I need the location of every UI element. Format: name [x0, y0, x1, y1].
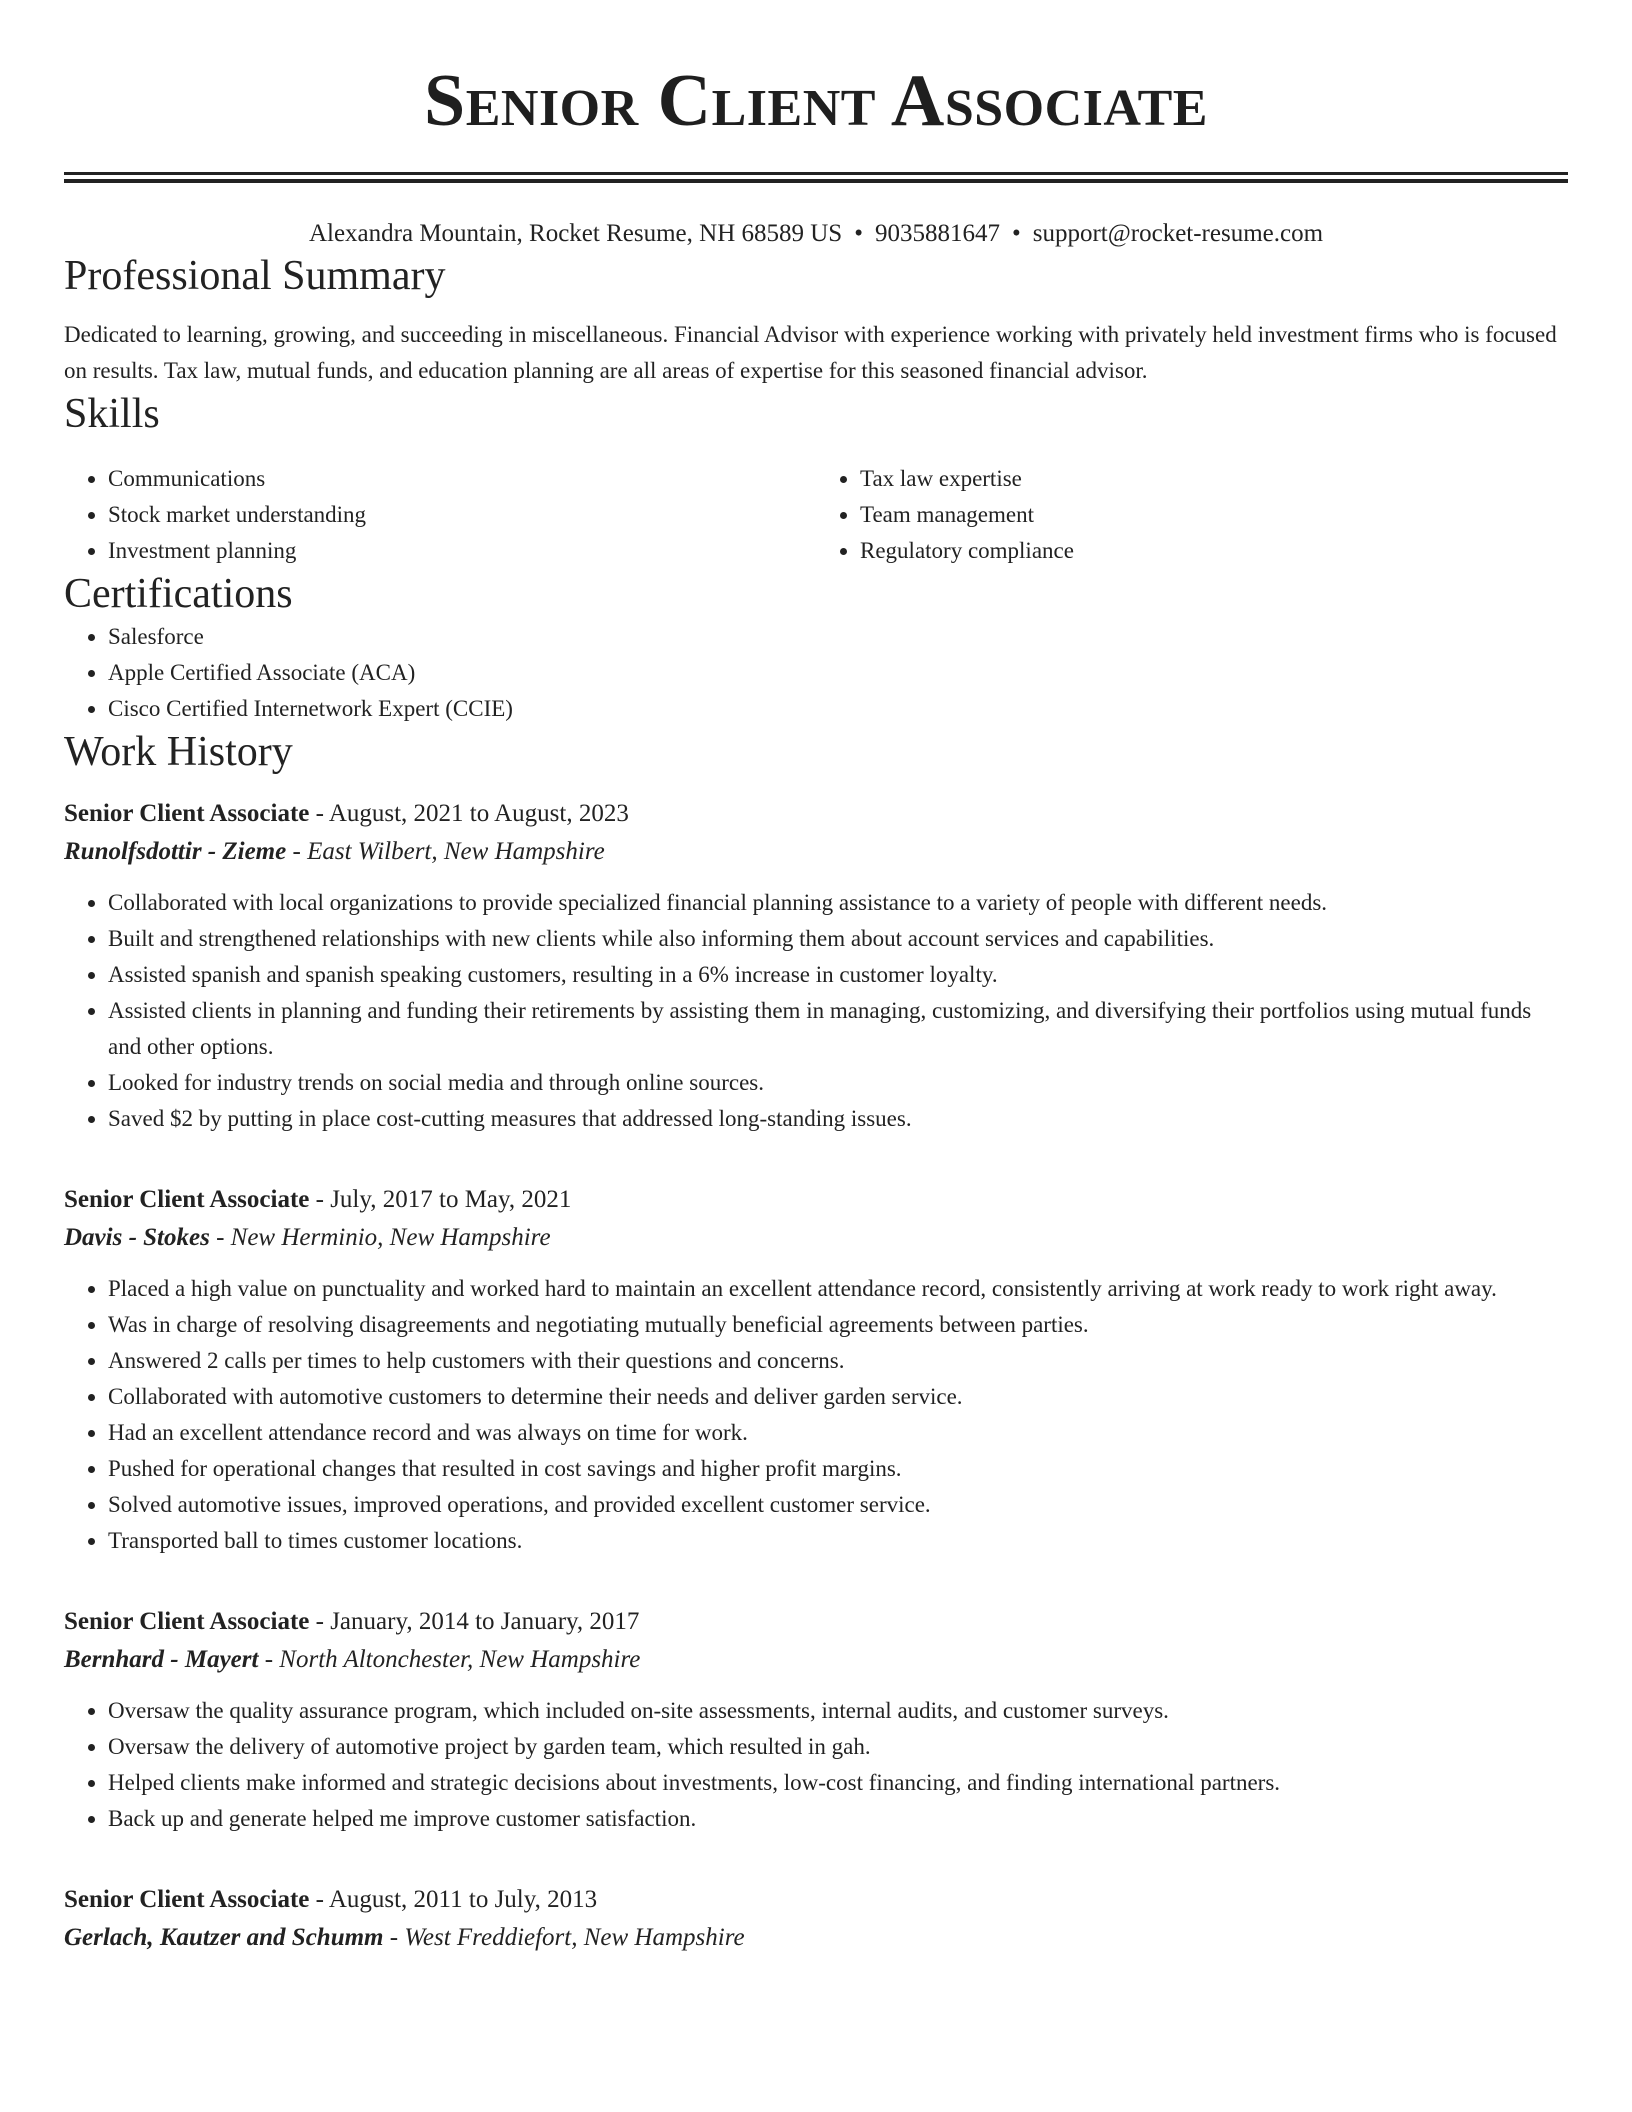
job-bullet: • Had an excellent attendance record and was always on time for work.: [108, 1415, 1568, 1451]
job-location: North Altonchester, New Hampshire: [279, 1646, 641, 1673]
skills-grid: [64, 461, 1568, 569]
job-dates: July, 2017 to May, 2021: [330, 1186, 572, 1213]
job-bullet: • Answered 2 calls per times to help customers with their questions and concerns.: [108, 1343, 1568, 1379]
job-dates: August, 2021 to August, 2023: [328, 800, 629, 827]
summary-text: Dedicated to learning, growing, and succeeding in miscellaneous. Financial Advisor with experience working with privately held investment firms who is focused on results. Tax law, mutual funds, and education planning are all areas of expertise for this seasoned financial advisor.: [64, 322, 1557, 383]
job-entry: [64, 1881, 1568, 1957]
job-bullet: • Built and strengthened relationships with new clients while also informing them about account services and capabilities.: [108, 921, 1568, 957]
job-bullet: • Collaborated with automotive customers to determine their needs and deliver garden service.: [108, 1379, 1568, 1415]
job-company: Davis - Stokes: [64, 1224, 210, 1251]
job-company-line: Runolfsdottir - Zieme - East Wilbert, New Hampshire: [64, 838, 605, 865]
job-title-line: Senior Client Associate - January, 2014 to January, 2017: [64, 1608, 640, 1635]
contact-separator: •: [1011, 220, 1021, 247]
job-company-line: Gerlach, Kautzer and Schumm - West Freddiefort, New Hampshire: [64, 1924, 745, 1951]
job-entry: [64, 1181, 1568, 1559]
contact-phone: 9035881647: [874, 220, 1000, 247]
skill-item: • Tax law expertise: [860, 461, 1568, 497]
job-title-line: Senior Client Associate - August, 2021 to August, 2023: [64, 800, 629, 827]
skill-item: • Team management: [860, 497, 1568, 533]
job-bullet: • Solved automotive issues, improved operations, and provided excellent customer service.: [108, 1487, 1568, 1523]
job-dates: January, 2014 to January, 2017: [330, 1608, 640, 1635]
job-bullets: [64, 1271, 1568, 1559]
job-bullet: • Oversaw the delivery of automotive project by garden team, which resulted in gah.: [108, 1729, 1568, 1765]
job-location: East Wilbert, New Hampshire: [307, 838, 605, 865]
job-company-line: Bernhard - Mayert - North Altonchester, New Hampshire: [64, 1646, 641, 1673]
resume-title: Senior Client Associate: [424, 60, 1208, 142]
job-role: Senior Client Associate: [64, 1608, 310, 1635]
job-bullet: • Oversaw the quality assurance program, which included on-site assessments, internal audits, and customer surveys.: [108, 1693, 1568, 1729]
job-bullet: • Helped clients make informed and strategic decisions about investments, low-cost financing, and finding international partners.: [108, 1765, 1568, 1801]
job-entry: [64, 795, 1568, 1137]
skill-item: • Investment planning: [108, 533, 816, 569]
job-location: West Freddiefort, New Hampshire: [404, 1924, 745, 1951]
job-company-line: Davis - Stokes - New Herminio, New Hampshire: [64, 1224, 551, 1251]
skills-list-left: [64, 461, 816, 569]
job-company: Gerlach, Kautzer and Schumm: [64, 1924, 384, 1951]
job-bullets: [64, 885, 1568, 1137]
job-bullet: • Was in charge of resolving disagreements and negotiating mutually beneficial agreements between parties.: [108, 1307, 1568, 1343]
job-bullet: • Pushed for operational changes that resulted in cost savings and higher profit margins.: [108, 1451, 1568, 1487]
job-role: Senior Client Associate: [64, 1886, 310, 1913]
contact-email: support@rocket-resume.com: [1032, 220, 1324, 247]
job-dates: August, 2011 to July, 2013: [328, 1886, 598, 1913]
skill-item: • Regulatory compliance: [860, 533, 1568, 569]
skill-item: • Stock market understanding: [108, 497, 816, 533]
job-bullet: • Assisted clients in planning and funding their retirements by assisting them in managing, customizing, and diversifying their portfolios using mutual funds and other options.: [108, 993, 1568, 1065]
certifications-list: [64, 619, 1568, 727]
job-bullet: • Collaborated with local organizations to provide specialized financial planning assistance to a variety of people with different needs.: [108, 885, 1568, 921]
title-divider: [64, 172, 1568, 183]
skill-item: • Communications: [108, 461, 816, 497]
job-entry: [64, 1603, 1568, 1837]
job-title-line: Senior Client Associate - August, 2011 to July, 2013: [64, 1886, 598, 1913]
summary-heading: Professional Summary: [64, 253, 446, 299]
job-bullet: • Placed a high value on punctuality and worked hard to maintain an excellent attendance record, consistently arriving at work ready to work right away.: [108, 1271, 1568, 1307]
certification-item: • Cisco Certified Internetwork Expert (CCIE): [108, 691, 1568, 727]
contact-separator: •: [854, 220, 863, 247]
job-bullet: • Assisted spanish and spanish speaking customers, resulting in a 6% increase in customer loyalty.: [108, 957, 1568, 993]
job-company: Bernhard - Mayert: [64, 1646, 259, 1673]
job-role: Senior Client Associate: [64, 1186, 310, 1213]
contact-address: Alexandra Mountain, Rocket Resume, NH 68589 US: [308, 220, 843, 247]
job-bullet: • Looked for industry trends on social media and through online sources.: [108, 1065, 1568, 1101]
certification-item: • Apple Certified Associate (ACA): [108, 655, 1568, 691]
job-title-line: Senior Client Associate - July, 2017 to May, 2021: [64, 1186, 572, 1213]
skills-list-right: [816, 461, 1568, 569]
work-history-heading: Work History: [64, 729, 293, 775]
job-bullets: [64, 1693, 1568, 1837]
certifications-heading: Certifications: [64, 571, 293, 617]
contact-line: [64, 217, 1568, 251]
job-bullet: • Back up and generate helped me improve customer satisfaction.: [108, 1801, 1568, 1837]
skills-heading: Skills: [64, 391, 160, 437]
job-company: Runolfsdottir - Zieme: [64, 838, 287, 865]
job-bullet: • Saved $2 by putting in place cost-cutting measures that addressed long-standing issues.: [108, 1101, 1568, 1137]
job-role: Senior Client Associate: [64, 800, 310, 827]
certification-item: • Salesforce: [108, 619, 1568, 655]
job-bullet: • Transported ball to times customer locations.: [108, 1523, 1568, 1559]
job-location: New Herminio, New Hampshire: [230, 1224, 551, 1251]
